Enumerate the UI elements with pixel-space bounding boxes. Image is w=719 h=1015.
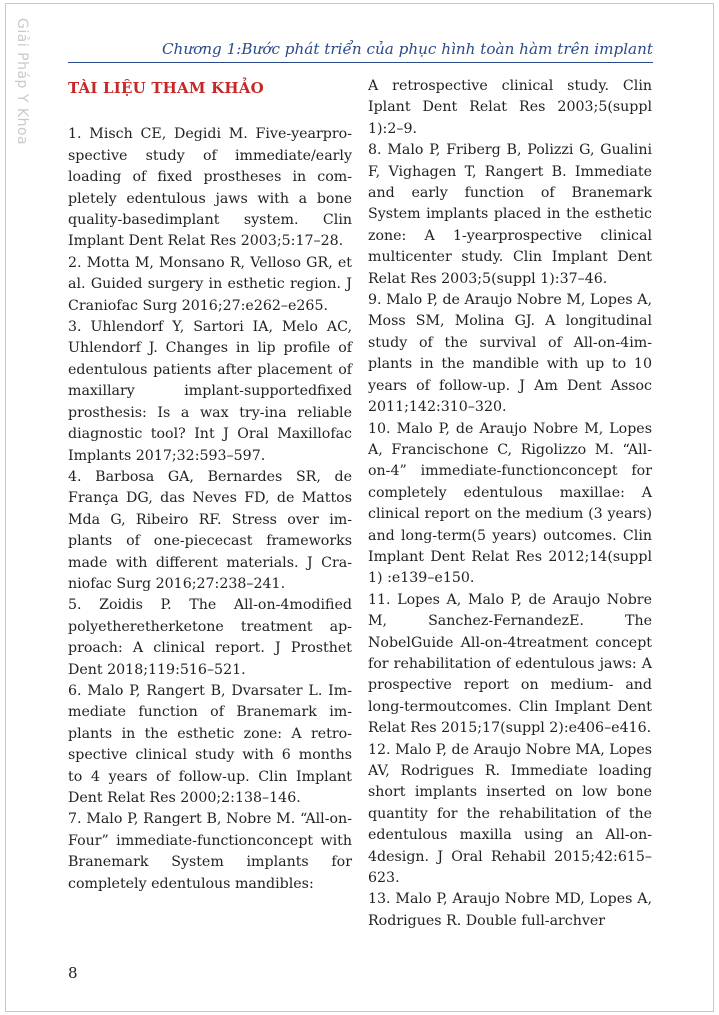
header-rule [68,62,653,63]
reference-item: 3. Uhlendorf Y, Sartori IA, Melo AC, Uhlendorf J. Changes in lip profile of edentulous patients after placement of maxillary implant-supportedfixed prosthesis: Is a wax try-ina reliable diagnostic tool? Int J Oral Maxillofac Implants 2017;32:593–597. [68,319,352,464]
reference-item: 7. Malo P, Rangert B, Nobre M. “All-on-Four” immediate-functionconcept with Branemark System implants for completely edentulous mandibles: [68,811,352,892]
reference-item: 13. Malo P, Araujo Nobre MD, Lopes A, Rodrigues R. Double full-archver [368,891,652,929]
reference-item: 6. Malo P, Rangert B, Dvarsater L. Immediate function of Branemark implants in the esthetic zone: A retrospective clinical study with 6 months to 4 years of follow-up. Clin Implant Dent Relat Res 2000;2:138–146. [68,682,352,806]
reference-item: A retrospective clinical study. Clin Iplant Dent Relat Res 2003;5(suppl 1):2–9. [368,78,652,137]
left-column [68,76,352,895]
section-title: TÀI LIỆU THAM KHẢO [68,79,264,97]
reference-item: 9. Malo P, de Araujo Nobre M, Lopes A, Moss SM, Molina GJ. A longitudinal study of the survival of All-on-4implants in the mandible with up to 10 years of follow-up. J Am Dent Assoc 2011;142:310–320. [368,292,652,416]
side-tab-label: Giải Pháp Y Khoa [14,18,30,146]
reference-item: 10. Malo P, de Araujo Nobre M, Lopes A, Francischone C, Rigolizzo M. “All-on-4” immediate-functionconcept for completely edentulous maxillae: A clinical report on the medium (3 years) and long-term(5 years) outcomes. Clin Implant Dent Relat Res 2012;14(suppl 1) :e139–e150. [368,420,652,587]
reference-item: 12. Malo P, de Araujo Nobre MA, Lopes AV, Rodrigues R. Immediate loading short implants inserted on low bone quantity for the rehabilitation of the edentulous maxilla using an All-on-4design. J Oral Rehabil 2015;42:615–623. [368,741,652,887]
reference-item: 8. Malo P, Friberg B, Polizzi G, Gualini F, Vighagen T, Rangert B. Immediate and early function of Branemark System implants placed in the esthetic zone: A 1-yearprospective clinical multicenter study. Clin Implant Dent Relat Res 2003;5(suppl 1):37–46. [368,142,652,287]
reference-item: 2. Motta M, Monsano R, Velloso GR, et al. Guided surgery in esthetic region. J Craniofac Surg 2016;27:e262–e265. [68,254,352,314]
page-number: 8 [68,964,78,982]
reference-item: 4. Barbosa GA, Bernardes SR, de França DG, das Neves FD, de Mattos Mda G, Ribeiro RF. Stress over implants of one-piececast frameworks made with different materials. J Craniofac Surg 2016;27:238–241. [68,468,352,592]
reference-item: 11. Lopes A, Malo P, de Araujo Nobre M, Sanchez-FernandezE. The NobelGuide All-on-4treatment concept for rehabilitation of edentulous jaws: A prospective report on medium- and long-termoutcomes. Clin Implant Dent Relat Res 2015;17(suppl 2):e406–e416. [368,591,652,737]
reference-item: 5. Zoidis P. The All-on-4modified polyetheretherketone treatment approach: A clinical report. J Prosthet Dent 2018;119:516–521. [68,597,352,678]
reference-item: 1. Misch CE, Degidi M. Five-yearprospective study of immediate/early loading of fixed prostheses in completely edentulous jaws with a bone quality-basedimplant system. Clin Implant Dent Relat Res 2003;5:17–28. [68,126,352,250]
chapter-header: Chương 1:Bước phát triển của phục hình toàn hàm trên implant [161,40,653,58]
right-column [368,76,652,932]
